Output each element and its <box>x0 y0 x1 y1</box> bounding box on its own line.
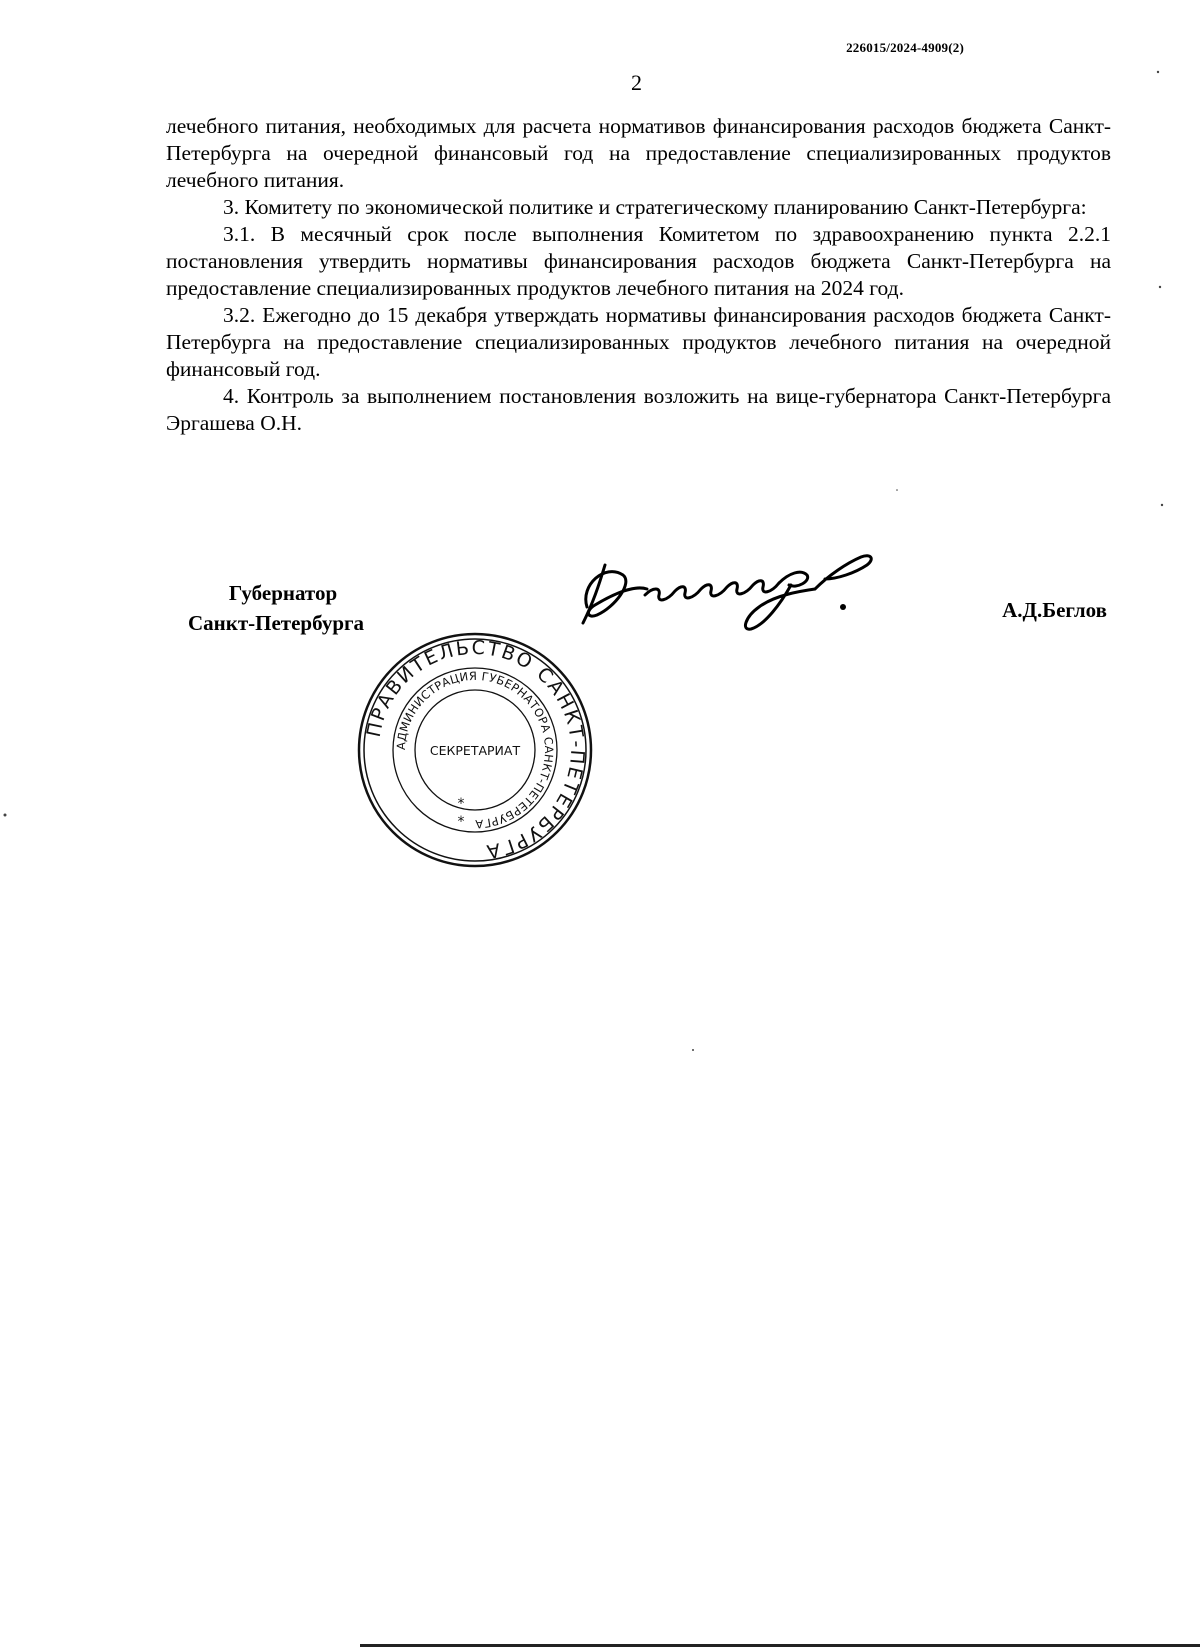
seal-outer-text: ПРАВИТЕЛЬСТВО САНКТ-ПЕТЕРБУРГА <box>362 636 589 863</box>
paragraph-item-3-2: 3.2. Ежегодно до 15 декабря утверждать нормативы финансирования расходов бюджета Санкт-Петербурга на предоставление специализированных продуктов лечебного питания на очередной финансовый год. <box>166 303 1111 381</box>
page-number: 2 <box>631 70 642 95</box>
seal-star-icon: * <box>457 796 465 812</box>
signatory-name: А.Д.Беглов <box>1002 598 1107 622</box>
handwritten-signature <box>575 545 885 645</box>
paragraph-item-3: 3. Комитету по экономической политике и стратегическому планированию Санкт-Петербурга: <box>223 195 1087 219</box>
paragraph-item-4: 4. Контроль за выполнением постановления возложить на вице-губернатора Санкт-Петербурга Эргашева О.Н. <box>166 384 1111 435</box>
signatory-title-line2: Санкт-Петербурга <box>187 611 365 635</box>
seal-star-icon: * <box>457 814 465 830</box>
signatory-title-line1: Губернатор <box>228 581 338 605</box>
paragraph-item-3-1: 3.1. В месячный срок после выполнения Комитетом по здравоохранению пункта 2.2.1 постановления утвердить нормативы финансирования расходов бюджета Санкт-Петербурга на предоставление специализированных продуктов лечебного питания на 2024 год. <box>166 222 1111 300</box>
signatory-title <box>166 578 386 638</box>
official-seal <box>355 630 595 870</box>
paragraph-continuation: лечебного питания, необходимых для расчета нормативов финансирования расходов бюджета Санкт-Петербурга на очередной финансовый год на предоставление специализированных продуктов лечебного питания. <box>166 114 1111 192</box>
seal-inner-text: АДМИНИСТРАЦИЯ ГУБЕРНАТОРА САНКТ-ПЕТЕРБУРГА <box>393 668 557 832</box>
seal-center-text: СЕКРЕТАРИАТ <box>429 743 521 758</box>
document-body <box>166 113 1111 437</box>
scan-border-line <box>360 1644 1200 1647</box>
document-number: 226015/2024-4909(2) <box>846 40 964 55</box>
